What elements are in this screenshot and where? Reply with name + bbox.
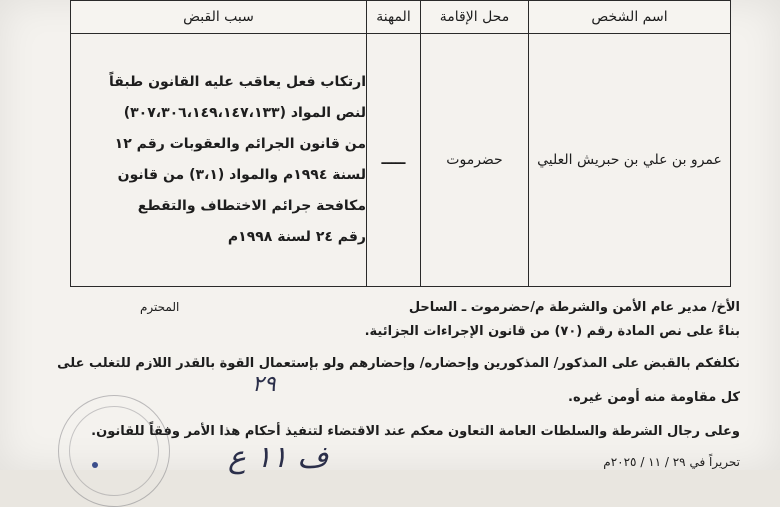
header-profession: المهنة	[367, 1, 421, 34]
date-line: تحريراً في ٢٩ / ١١ / ٢٠٢٥م	[603, 455, 740, 469]
header-name: اسم الشخص	[529, 1, 731, 34]
arrest-table	[70, 0, 731, 287]
letter-line-3: كل مقاومة منه أومن غيره.	[568, 390, 740, 405]
reason-line: مكافحة جرائم الاختطاف والتقطع	[137, 198, 366, 214]
handwritten-signature: ف ١١ ع	[228, 440, 329, 475]
header-reason: سبب القبض	[71, 1, 367, 34]
table-header-row	[71, 1, 731, 34]
stamp-ink-dot	[92, 462, 98, 468]
reason-line: لسنة ١٩٩٤م والمواد (٣،١) من قانون	[117, 167, 366, 183]
residence-cell: حضرموت	[421, 34, 529, 287]
letter-line-1: بناءً على نص المادة رقم (٧٠) من قانون الإجراءات الجزائية.	[364, 324, 740, 339]
person-name-cell: عمرو بن علي بن حبريش العليي	[529, 34, 731, 287]
reason-line: رقم ٢٤ لسنة ١٩٩٨م	[227, 229, 366, 245]
reason-line: لنص المواد (٣٠٧،٣٠٦،١٤٩،١٤٧،١٣٣)	[123, 105, 366, 121]
letter-line-4: وعلى رجال الشرطة والسلطات العامة التعاون معكم عند الاقتضاء لتنفيذ أحكام هذا الأمر وفقاً للقانون.	[91, 424, 740, 439]
addressee: الأخ/ مدير عام الأمن والشرطة م/حضرموت ـ الساحل	[408, 300, 740, 315]
reason-line: ارتكاب فعل يعاقب عليه القانون طبقاً	[108, 74, 366, 90]
addressee-line	[60, 300, 740, 315]
official-stamp-ring	[69, 406, 159, 496]
table-row	[71, 34, 731, 287]
handwritten-note: ٢٩	[252, 372, 276, 397]
reason-line: من قانون الجرائم والعقوبات رقم ١٢	[114, 136, 366, 152]
profession-cell: ـــــ	[367, 34, 421, 287]
honorific: المحترم	[140, 300, 180, 314]
official-stamp	[58, 395, 170, 507]
header-residence: محل الإقامة	[421, 1, 529, 34]
letter-line-2: نكلفكم بالقبض على المذكور/ المذكورين وإحضاره/ وإحضارهم ولو بإستعمال القوة بالقدر اللازم للتغلب على	[57, 356, 740, 371]
arrest-reason-cell	[71, 34, 367, 287]
